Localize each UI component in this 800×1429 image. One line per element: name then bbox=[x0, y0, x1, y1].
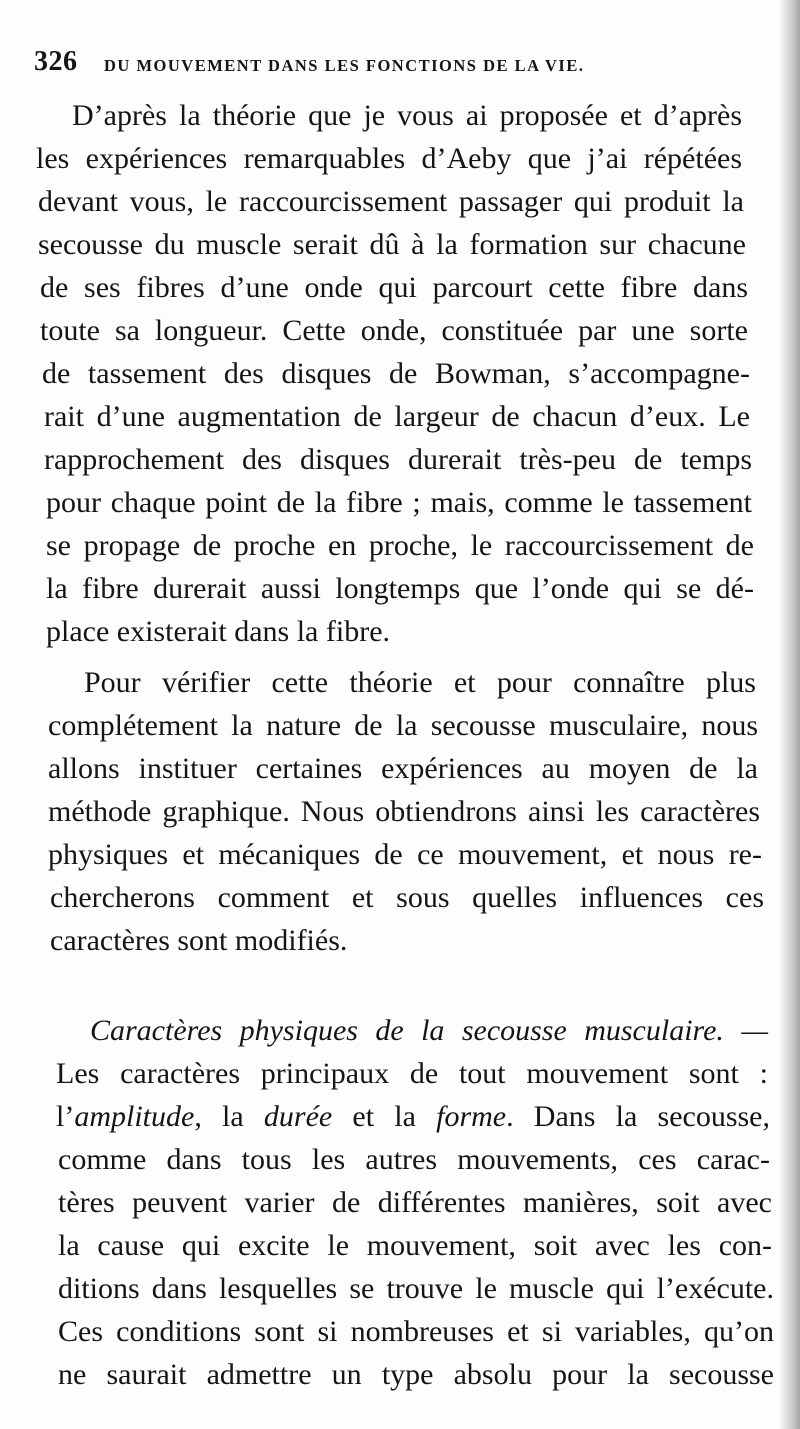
text-line: Les caractères principaux de tout mouvement sont : bbox=[56, 1057, 768, 1090]
text-fragment: . Dans la secousse, bbox=[506, 1100, 770, 1133]
text-line: secousse du muscle serait dû à la formation sur chacune bbox=[38, 228, 746, 261]
text-line: méthode graphique. Nous obtiendrons ainsi les caractères bbox=[48, 795, 760, 828]
binding-shadow bbox=[778, 0, 800, 1429]
text-fragment: , la bbox=[194, 1100, 264, 1133]
text-line: devant vous, le raccourcissement passager qui produit la bbox=[38, 185, 744, 218]
text-line: caractères sont modifiés. bbox=[50, 924, 348, 957]
term-amplitude: amplitude bbox=[74, 1100, 195, 1133]
text-line: comme dans tous les autres mouvements, ces carac- bbox=[58, 1143, 770, 1176]
running-head bbox=[34, 46, 694, 80]
text-line: Ces conditions sont si nombreuses et si variables, qu’on bbox=[58, 1315, 774, 1348]
text-line: de tassement des disques de Bowman, s’accompagne- bbox=[42, 357, 750, 390]
text-fragment: l’ bbox=[56, 1100, 75, 1133]
term-duree: durée bbox=[263, 1100, 333, 1133]
text-line: ne saurait admettre un type absolu pour la secousse bbox=[58, 1358, 774, 1391]
text-line: D’après la théorie que je vous ai proposée et d’après bbox=[72, 99, 742, 132]
text-line: place existerait dans la fibre. bbox=[46, 615, 391, 648]
text-line: de ses fibres d’une onde qui parcourt cette fibre dans bbox=[40, 271, 748, 304]
term-forme: forme bbox=[436, 1100, 507, 1133]
text-line: les expériences remarquables d’Aeby que j’ai répétées bbox=[36, 142, 742, 175]
text-line: la fibre durerait aussi longtemps que l’onde qui se dé- bbox=[46, 572, 754, 605]
section-heading: Caractères physiques de la secousse musculaire. — bbox=[90, 1014, 768, 1047]
text-line: ditions dans lesquelles se trouve le muscle qui l’exécute. bbox=[58, 1272, 774, 1305]
text-line: physiques et mécaniques de ce mouvement, et nous re- bbox=[48, 838, 762, 871]
text-fragment: et la bbox=[332, 1100, 437, 1133]
text-line: pour chaque point de la fibre ; mais, comme le tassement bbox=[46, 486, 752, 519]
text-line: toute sa longueur. Cette onde, constituée par une sorte bbox=[40, 314, 748, 347]
text-line: Pour vérifier cette théorie et pour connaître plus bbox=[84, 666, 756, 699]
text-line: la cause qui excite le mouvement, soit avec les con- bbox=[58, 1229, 772, 1262]
text-line: chercherons comment et sous quelles influences ces bbox=[50, 881, 764, 914]
text-line-mixed bbox=[56, 1099, 770, 1135]
text-line: allons instituer certaines expériences au moyen de la bbox=[48, 752, 758, 785]
text-line: se propage de proche en proche, le raccourcissement de bbox=[46, 529, 754, 562]
text-line: complétement la nature de la secousse musculaire, nous bbox=[48, 709, 758, 742]
running-head-title: DU MOUVEMENT DANS LES FONCTIONS DE LA VIE. bbox=[104, 56, 585, 75]
text-line: rait d’une augmentation de largeur de chacun d’eux. Le bbox=[44, 400, 750, 433]
text-line: rapprochement des disques durerait très-peu de temps bbox=[44, 443, 752, 476]
page-number: 326 bbox=[34, 46, 78, 77]
text-line: tères peuvent varier de différentes manières, soit avec bbox=[58, 1186, 772, 1219]
